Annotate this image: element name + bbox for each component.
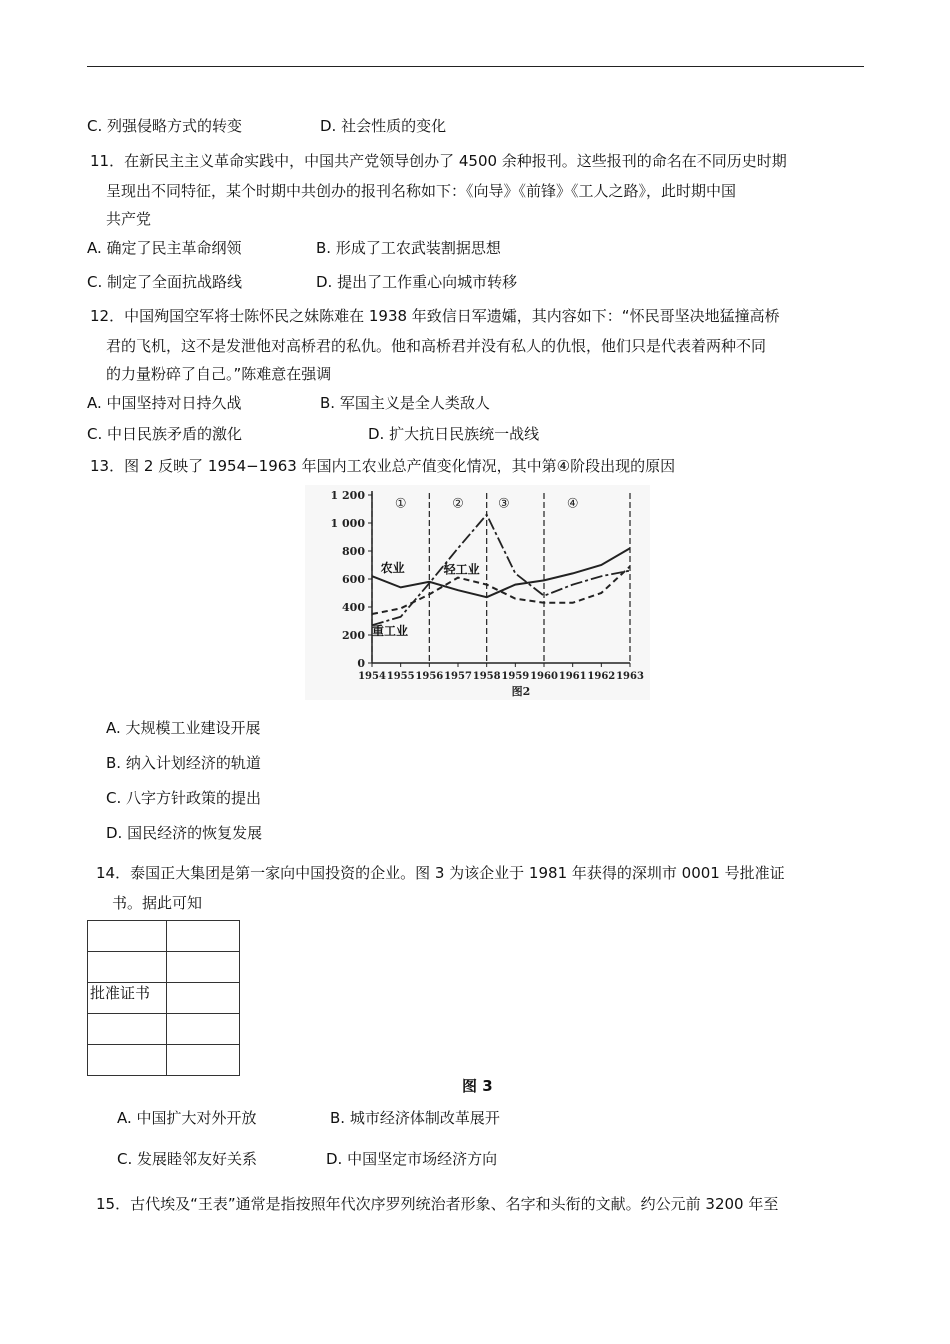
chart-title: 图2 xyxy=(511,685,531,698)
certificate-label: 批准证书 xyxy=(88,983,167,1014)
q15-stem-line1: 15．古代埃及“王表”通常是指按照年代次序罗列统治者形象、名字和头衔的文献。约公元前 3200 年至 xyxy=(96,1195,779,1213)
stage-label: ③ xyxy=(498,496,510,512)
table-cell xyxy=(88,921,167,952)
stage-label: ① xyxy=(394,496,407,512)
table-cell xyxy=(167,1014,240,1045)
q10-option-d: D. 社会性质的变化 xyxy=(320,117,447,135)
q13-option-c: C. 八字方针政策的提出 xyxy=(106,789,262,807)
y-tick-label: 600 xyxy=(342,573,365,586)
q11-option-d: D. 提出了工作重心向城市转移 xyxy=(316,273,518,291)
q13-option-d: D. 国民经济的恢复发展 xyxy=(106,824,263,842)
q13-option-a: A. 大规模工业建设开展 xyxy=(106,719,261,737)
q11-option-b: B. 形成了工农武装割据思想 xyxy=(316,239,501,257)
certificate-table xyxy=(87,920,240,1076)
header-rule xyxy=(87,66,864,67)
q12-stem-line2: 君的飞机，这不是发泄他对高桥君的私仇。他和高桥君并没有私人的仇恨，他们只是代表着两种不同 xyxy=(106,337,767,355)
y-tick-label: 0 xyxy=(357,657,365,670)
q14-option-b: B. 城市经济体制改革展开 xyxy=(330,1109,500,1127)
q10-option-c: C. 列强侵略方式的转变 xyxy=(87,117,243,135)
q13-stem: 13．图 2 反映了 1954−1963 年国内工农业总产值变化情况，其中第④阶段出现的原因 xyxy=(90,457,676,475)
y-tick-label: 1 200 xyxy=(330,489,365,502)
table-cell xyxy=(88,952,167,983)
series-label-2: 轻工业 xyxy=(443,562,480,577)
table-cell xyxy=(88,1045,167,1076)
table-cell xyxy=(167,1045,240,1076)
q11-stem-line1: 11．在新民主主义革命实践中，中国共产党领导创办了 4500 余种报刊。这些报刊的命名在不同历史时期 xyxy=(90,152,787,170)
table-cell xyxy=(167,921,240,952)
stage-label: ④ xyxy=(566,496,579,512)
stage-label: ② xyxy=(452,496,464,512)
q12-option-b: B. 军国主义是全人类敌人 xyxy=(320,394,490,412)
y-tick-label: 400 xyxy=(342,601,365,614)
y-tick-label: 200 xyxy=(342,629,365,642)
x-tick-label: 1955 xyxy=(386,671,415,682)
figure-2-line-chart xyxy=(305,485,650,700)
q12-option-c: C. 中日民族矛盾的激化 xyxy=(87,425,243,443)
table-cell xyxy=(88,1014,167,1045)
q11-stem-line2: 呈现出不同特征，某个时期中共创办的报刊名称如下：《向导》《前锋》《工人之路》，此时期中国 xyxy=(106,182,737,200)
x-tick-label: 1960 xyxy=(530,671,558,682)
q14-option-d: D. 中国坚定市场经济方向 xyxy=(326,1150,498,1168)
q12-option-a: A. 中国坚持对日持久战 xyxy=(87,394,242,412)
q12-option-d: D. 扩大抗日民族统一战线 xyxy=(368,425,540,443)
y-tick-label: 800 xyxy=(342,545,365,558)
x-tick-label: 1962 xyxy=(587,671,616,682)
table-cell xyxy=(167,952,240,983)
q11-option-c: C. 制定了全面抗战路线 xyxy=(87,273,243,291)
q12-stem-line1: 12．中国殉国空军将士陈怀民之妹陈难在 1938 年致信日军遗孀，其内容如下：“怀民哥坚决地猛撞高桥 xyxy=(90,307,780,325)
q13-option-b: B. 纳入计划经济的轨道 xyxy=(106,754,261,772)
x-tick-label: 1954 xyxy=(358,671,386,682)
x-tick-label: 1956 xyxy=(415,671,444,682)
q11-option-a: A. 确定了民主革命纲领 xyxy=(87,239,242,257)
q11-stem-line3: 共产党 xyxy=(106,210,152,228)
x-tick-label: 1963 xyxy=(616,671,644,682)
y-tick-label: 1 000 xyxy=(330,517,365,530)
x-tick-label: 1961 xyxy=(558,671,587,682)
x-tick-label: 1959 xyxy=(501,671,530,682)
series-label-3: 重工业 xyxy=(372,624,409,638)
q14-option-a: A. 中国扩大对外开放 xyxy=(117,1109,257,1127)
q14-option-c: C. 发展睦邻友好关系 xyxy=(117,1150,258,1168)
q14-stem-line2: 书。据此可知 xyxy=(112,894,203,912)
series-label-1: 农业 xyxy=(380,561,405,575)
x-tick-label: 1957 xyxy=(444,671,472,682)
q12-stem-line3: 的力量粉碎了自己。”陈难意在强调 xyxy=(106,365,332,383)
x-tick-label: 1958 xyxy=(472,671,501,682)
q14-stem-line1: 14．泰国正大集团是第一家向中国投资的企业。图 3 为该企业于 1981 年获得的深圳市 0001 号批准证 xyxy=(96,864,785,882)
figure-3-caption: 图 3 xyxy=(462,1077,493,1095)
table-cell xyxy=(167,983,240,1014)
